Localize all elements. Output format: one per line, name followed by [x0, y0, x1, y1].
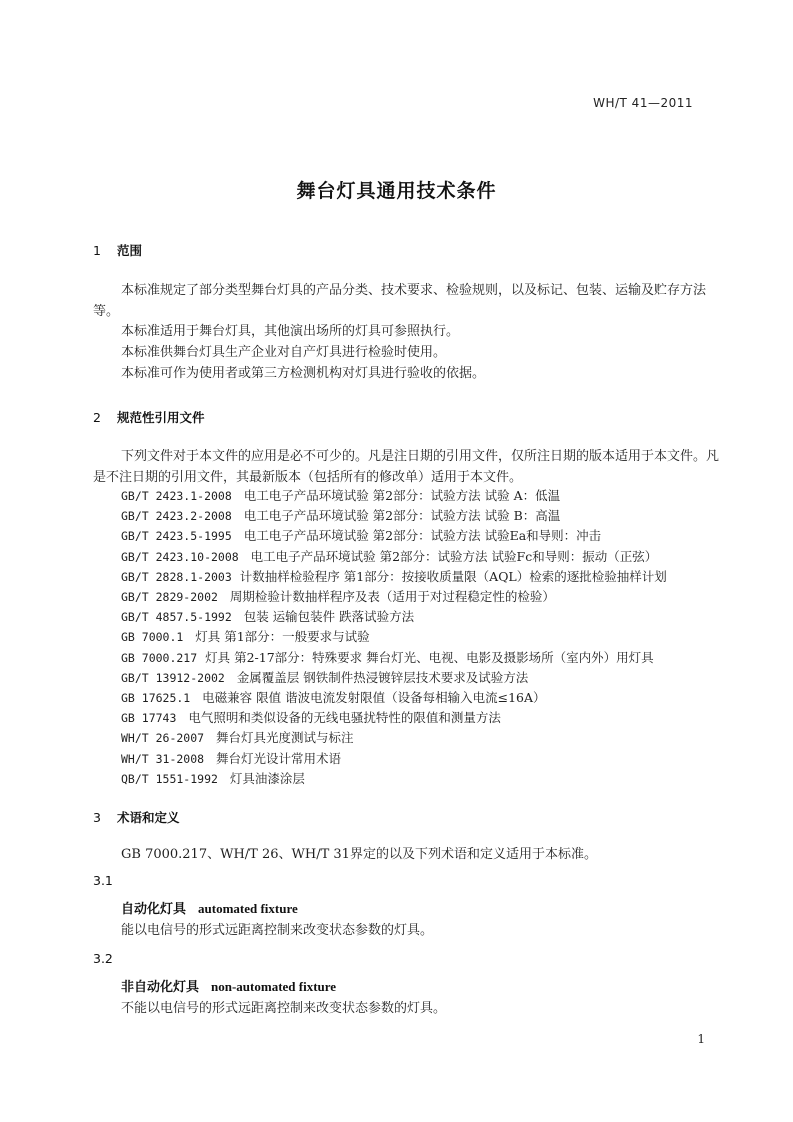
reference-code: GB/T 4857.5-1992	[121, 610, 232, 625]
reference-item	[121, 749, 667, 769]
reference-title: 灯具 第2-17部分：特殊要求 舞台灯光、电视、电影及摄影场所（室内外）用灯具	[205, 649, 654, 665]
reference-title: 包装 运输包装件 跌落试验方法	[243, 609, 415, 625]
reference-list	[121, 486, 667, 789]
reference-code: GB 7000.1	[121, 630, 184, 645]
reference-title: 电工电子产品环境试验 第2部分：试验方法 试验 A：低温	[243, 488, 561, 503]
term-entry	[121, 898, 298, 917]
reference-code: GB 17625.1	[121, 691, 191, 706]
reference-title: 电工电子产品环境试验 第2部分：试验方法 试验 B：高温	[243, 508, 561, 524]
reference-title: 周期检验计数抽样程序及表（适用于对过程稳定性的检验）	[229, 589, 555, 605]
reference-code: GB/T 2423.5-1995	[121, 529, 232, 544]
section-number: 1	[93, 243, 101, 258]
reference-title: 电磁兼容 限值 谐波电流发射限值（设备每相输入电流≤16A）	[202, 690, 546, 706]
term-entry	[121, 976, 336, 995]
reference-item	[121, 708, 667, 728]
reference-item	[121, 607, 667, 627]
reference-title: 电气照明和类似设备的无线电骚扰特性的限值和测量方法	[188, 710, 501, 726]
term-chinese: 非自动化灯具	[121, 980, 200, 995]
clause-number: 3.2	[93, 951, 113, 966]
reference-code: WH/T 26-2007	[121, 731, 205, 746]
reference-code: GB/T 2423.1-2008	[121, 489, 232, 503]
standard-code: WH/T 41—2011	[593, 96, 693, 110]
paragraph-text: 本标准规定了部分类型舞台灯具的产品分类、技术要求、检验规则，以及标记、包装、运输及贮存方法等。	[93, 283, 707, 319]
section-title: 规范性引用文件	[117, 410, 205, 425]
reference-item	[121, 506, 667, 526]
section-title: 术语和定义	[117, 810, 180, 825]
reference-title: 舞台灯具光度测试与标注	[216, 730, 354, 746]
reference-item	[121, 668, 667, 688]
reference-code: GB/T 2828.1-2003	[121, 569, 232, 584]
term-english: automated fixture	[198, 901, 298, 916]
reference-code: GB/T 13912-2002	[121, 670, 225, 685]
section-3-heading	[93, 808, 180, 826]
section-number: 2	[93, 410, 101, 425]
reference-item	[121, 688, 667, 708]
reference-item	[121, 486, 667, 506]
reference-code: QB/T 1551-1992	[121, 771, 218, 786]
reference-title: 计数抽样检验程序 第1部分：按接收质量限（AQL）检索的逐批检验抽样计划	[239, 568, 667, 584]
reference-item	[121, 627, 667, 647]
term-definition: 不能以电信号的形式远距离控制来改变状态参数的灯具。	[121, 1001, 447, 1016]
reference-code: WH/T 31-2008	[121, 751, 205, 766]
section-number: 3	[93, 810, 101, 825]
reference-title: 灯具油漆涂层	[229, 770, 305, 786]
reference-item	[121, 769, 667, 789]
reference-code: GB 7000.217	[121, 650, 198, 665]
section-2-intro	[93, 446, 723, 488]
section-3-intro: GB 7000.217、WH/T 26、WH/T 31界定的以及下列术语和定义适用于本标准。	[121, 847, 597, 862]
section-2-heading	[93, 408, 205, 426]
section-1-paragraph	[93, 280, 723, 322]
reference-code: GB/T 2829-2002	[121, 590, 218, 605]
section-1-line: 本标准可作为使用者或第三方检测机构对灯具进行验收的依据。	[121, 366, 486, 381]
reference-item	[121, 526, 667, 546]
section-1-line: 本标准供舞台灯具生产企业对自产灯具进行检验时使用。	[121, 345, 447, 360]
term-definition: 能以电信号的形式远距离控制来改变状态参数的灯具。	[121, 923, 434, 938]
clause-number: 3.1	[93, 873, 113, 888]
reference-title: 灯具 第1部分：一般要求与试验	[195, 629, 370, 645]
page-number: 1	[697, 1032, 705, 1046]
section-1-heading	[93, 241, 142, 259]
reference-title: 金属覆盖层 钢铁制件热浸镀锌层技术要求及试验方法	[236, 669, 529, 685]
reference-code: GB 17743	[121, 711, 177, 726]
reference-item	[121, 728, 667, 748]
section-title: 范围	[117, 243, 143, 258]
reference-item	[121, 587, 667, 607]
reference-code: GB/T 2423.2-2008	[121, 509, 232, 524]
reference-item	[121, 547, 667, 567]
reference-code: GB/T 2423.10-2008	[121, 549, 239, 564]
section-1-line: 本标准适用于舞台灯具，其他演出场所的灯具可参照执行。	[121, 324, 460, 339]
document-title: 舞台灯具通用技术条件	[296, 180, 497, 202]
reference-title: 电工电子产品环境试验 第2部分：试验方法 试验Ea和导则：冲击	[243, 528, 602, 544]
term-chinese: 自动化灯具	[121, 902, 187, 917]
reference-title: 电工电子产品环境试验 第2部分：试验方法 试验Fc和导则：振动（正弦）	[250, 548, 658, 564]
reference-item	[121, 648, 667, 668]
reference-title: 舞台灯光设计常用术语	[216, 750, 342, 766]
term-english: non-automated fixture	[211, 979, 337, 994]
reference-item	[121, 567, 667, 587]
paragraph-text: 下列文件对于本文件的应用是必不可少的。凡是注日期的引用文件，仅所注日期的版本适用于本文件。凡是不注日期的引用文件，其最新版本（包括所有的修改单）适用于本文件。	[93, 449, 720, 485]
